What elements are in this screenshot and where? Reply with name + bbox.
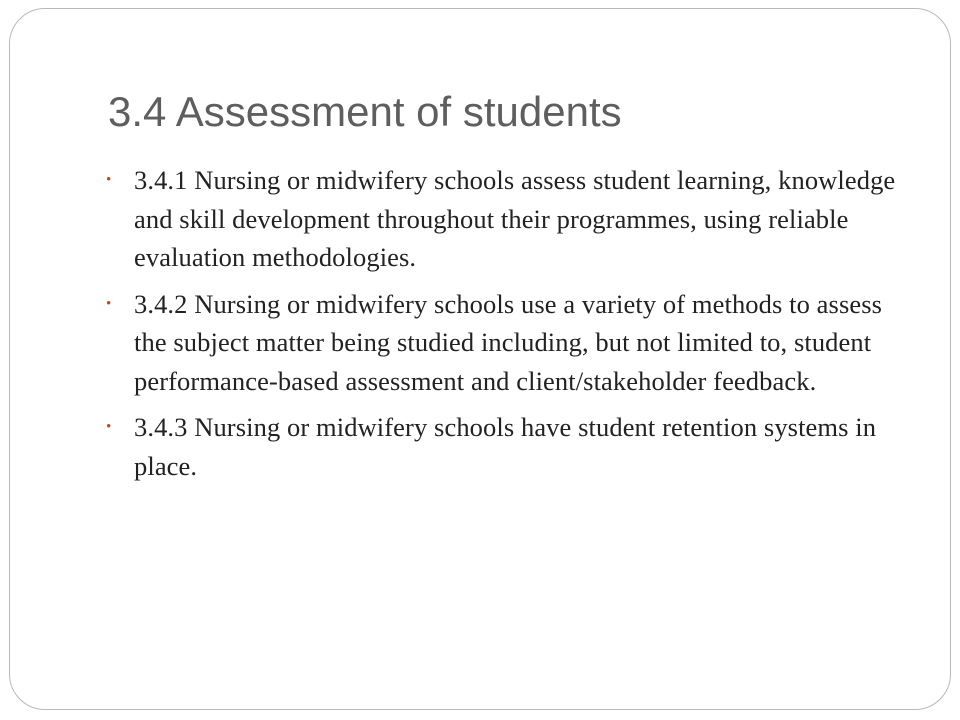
bullet-item-3-4-2 — [106, 285, 896, 401]
bullet-item-3-4-1 — [106, 161, 896, 277]
bullet-text: 3.4.1 Nursing or midwifery schools assess student learning, knowledge and skill development throughout their programmes, using reliable evaluation methodologies. — [134, 165, 896, 272]
bullet-text: 3.4.3 Nursing or midwifery schools have student retention systems in place. — [134, 412, 877, 481]
bullet-dot-icon: • — [106, 172, 112, 188]
bullet-dot-icon: • — [106, 419, 112, 435]
bullet-text: 3.4.2 Nursing or midwifery schools use a variety of methods to assess the subject matter being studied including, but not limited to, student performance-based assessment and client/stakeholder feedback. — [134, 288, 883, 396]
bullet-dot-icon: • — [106, 295, 112, 312]
bullet-item-3-4-3 — [106, 408, 896, 485]
slide-title: 3.4 Assessment of students — [108, 88, 622, 135]
bullet-list — [106, 161, 896, 493]
